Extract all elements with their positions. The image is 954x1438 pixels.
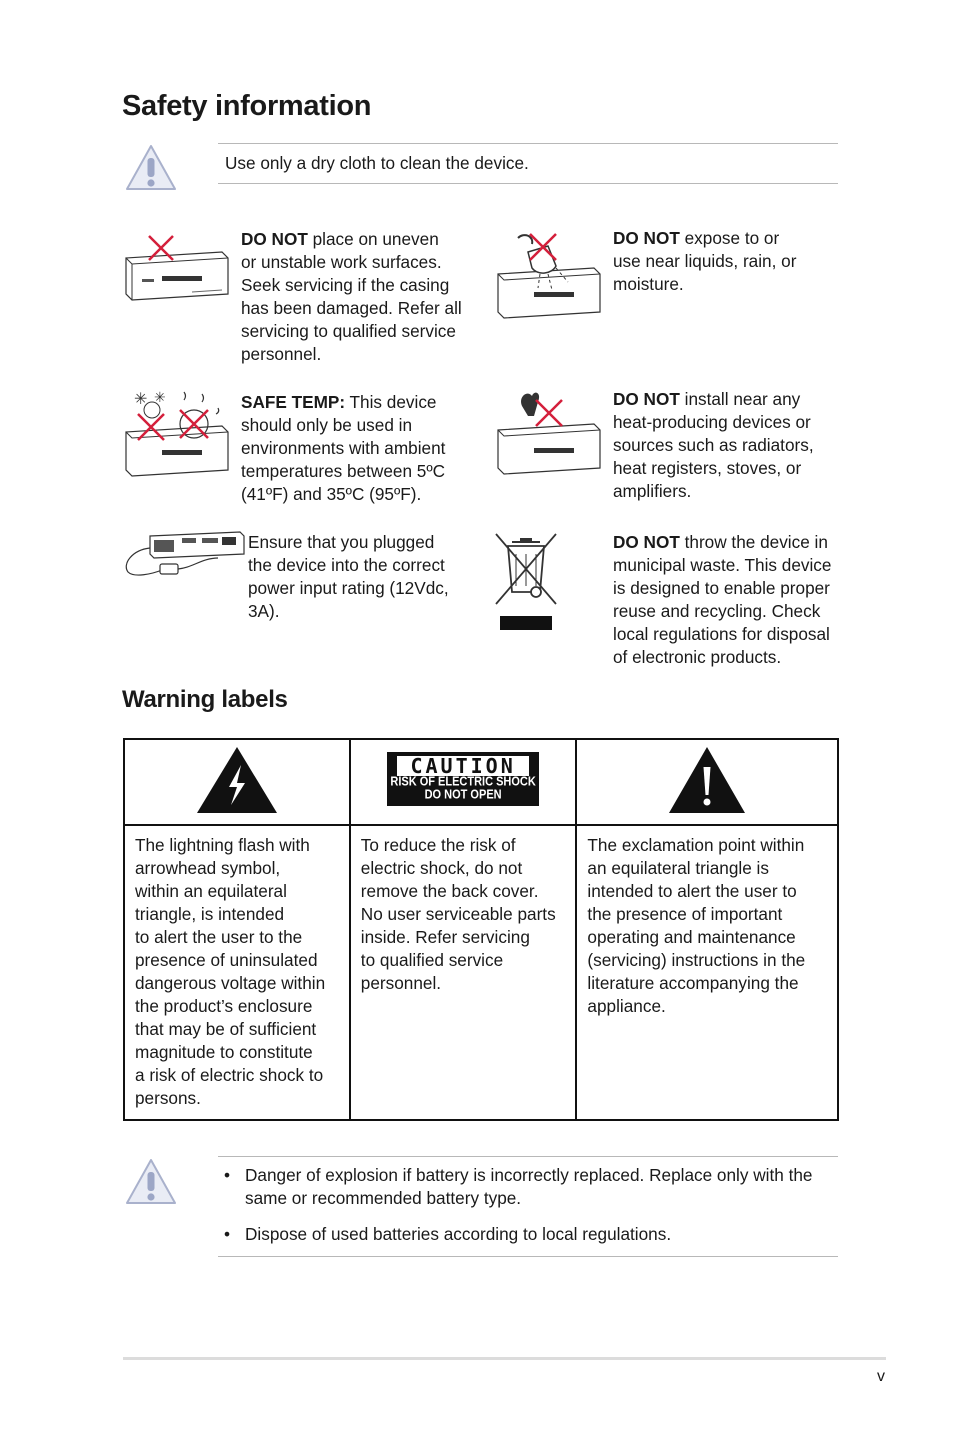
item-uneven-surface: DO NOT place on uneven or unstable work surfaces. Seek servicing if the casing has been damaged. Refer all servicing to qualified service personnel. bbox=[241, 229, 462, 365]
caution-label bbox=[387, 752, 539, 806]
warning-icon bbox=[124, 1156, 178, 1208]
crossed-bin-icon bbox=[494, 532, 558, 632]
warning-icon bbox=[124, 142, 178, 194]
item-heat-sources: DO NOT install near any heat-producing devices or sources such as radiators, heat registers, stoves, or amplifiers. bbox=[613, 389, 814, 502]
bullet-mark: • bbox=[224, 1224, 231, 1244]
power-adapter-icon bbox=[122, 528, 246, 584]
list-item: • Dispose of used batteries according to local regulations. bbox=[224, 1224, 672, 1244]
footer-rule bbox=[123, 1357, 886, 1360]
caution-label-line2: RISK OF ELECTRIC SHOCK bbox=[390, 775, 536, 789]
caution-cell bbox=[350, 739, 577, 825]
svg-text:✳: ✳ bbox=[154, 390, 166, 406]
battery-warnings bbox=[222, 1164, 832, 1259]
battery-note-rule-top bbox=[218, 1156, 838, 1157]
item-liquids: DO NOT expose to or use near liquids, rain, or moisture. bbox=[613, 228, 797, 295]
lightning-description: The lightning flash with arrowhead symbol, within an equilateral triangle, is intended to alert the user to the presence of uninsulated dangerous voltage within the product’s enclosure that may be of sufficient magnitude to constitute a risk of electric shock to persons. bbox=[124, 825, 350, 1120]
warning-labels-table bbox=[123, 738, 839, 1121]
bullet-mark: • bbox=[224, 1165, 231, 1185]
caution-label-line3: DO NOT OPEN bbox=[424, 788, 502, 802]
svg-text:✳: ✳ bbox=[134, 389, 148, 408]
liquid-icon bbox=[494, 230, 604, 322]
caution-label-title: CAUTION bbox=[397, 756, 529, 776]
uneven-surface-icon bbox=[122, 232, 232, 304]
page-title: Safety information bbox=[122, 90, 372, 122]
list-item: • Danger of explosion if battery is incorrectly replaced. Replace only with the same or recommended battery type. bbox=[224, 1165, 813, 1208]
note-rule-top bbox=[218, 143, 838, 144]
page-number: v bbox=[877, 1368, 885, 1385]
lightning-cell bbox=[124, 739, 350, 825]
top-note-text: Use only a dry cloth to clean the device. bbox=[225, 153, 529, 173]
heat-source-icon bbox=[494, 386, 604, 478]
warning-labels-title: Warning labels bbox=[122, 686, 288, 713]
item-disposal: DO NOT throw the device in municipal waste. This device is designed to enable proper reuse and recycling. Check local regulations for disposal of electronic products. bbox=[613, 532, 832, 668]
item-power-rating: Ensure that you plugged the device into the correct power input rating (12Vdc, 3A). bbox=[248, 532, 449, 622]
exclamation-description: The exclamation point within an equilateral triangle is intended to alert the user to the presence of important operating and maintenance (servicing) instructions in the literature accompanying the appliance. bbox=[576, 825, 838, 1120]
note-rule-bottom bbox=[218, 183, 838, 184]
exclamation-cell bbox=[576, 739, 838, 825]
item-safe-temp: SAFE TEMP: This device should only be used in environments with ambient temperatures between 5ºC (41ºF) and 35ºC (95ºF). bbox=[241, 392, 446, 505]
temperature-icon bbox=[122, 388, 234, 480]
battery-note-rule-bottom bbox=[218, 1256, 838, 1257]
caution-description: To reduce the risk of electric shock, do not remove the back cover. No user serviceable parts inside. Refer servicing to qualified service personnel. bbox=[350, 825, 577, 1120]
lightning-triangle-icon bbox=[195, 745, 279, 815]
exclamation-triangle-icon bbox=[667, 745, 747, 815]
